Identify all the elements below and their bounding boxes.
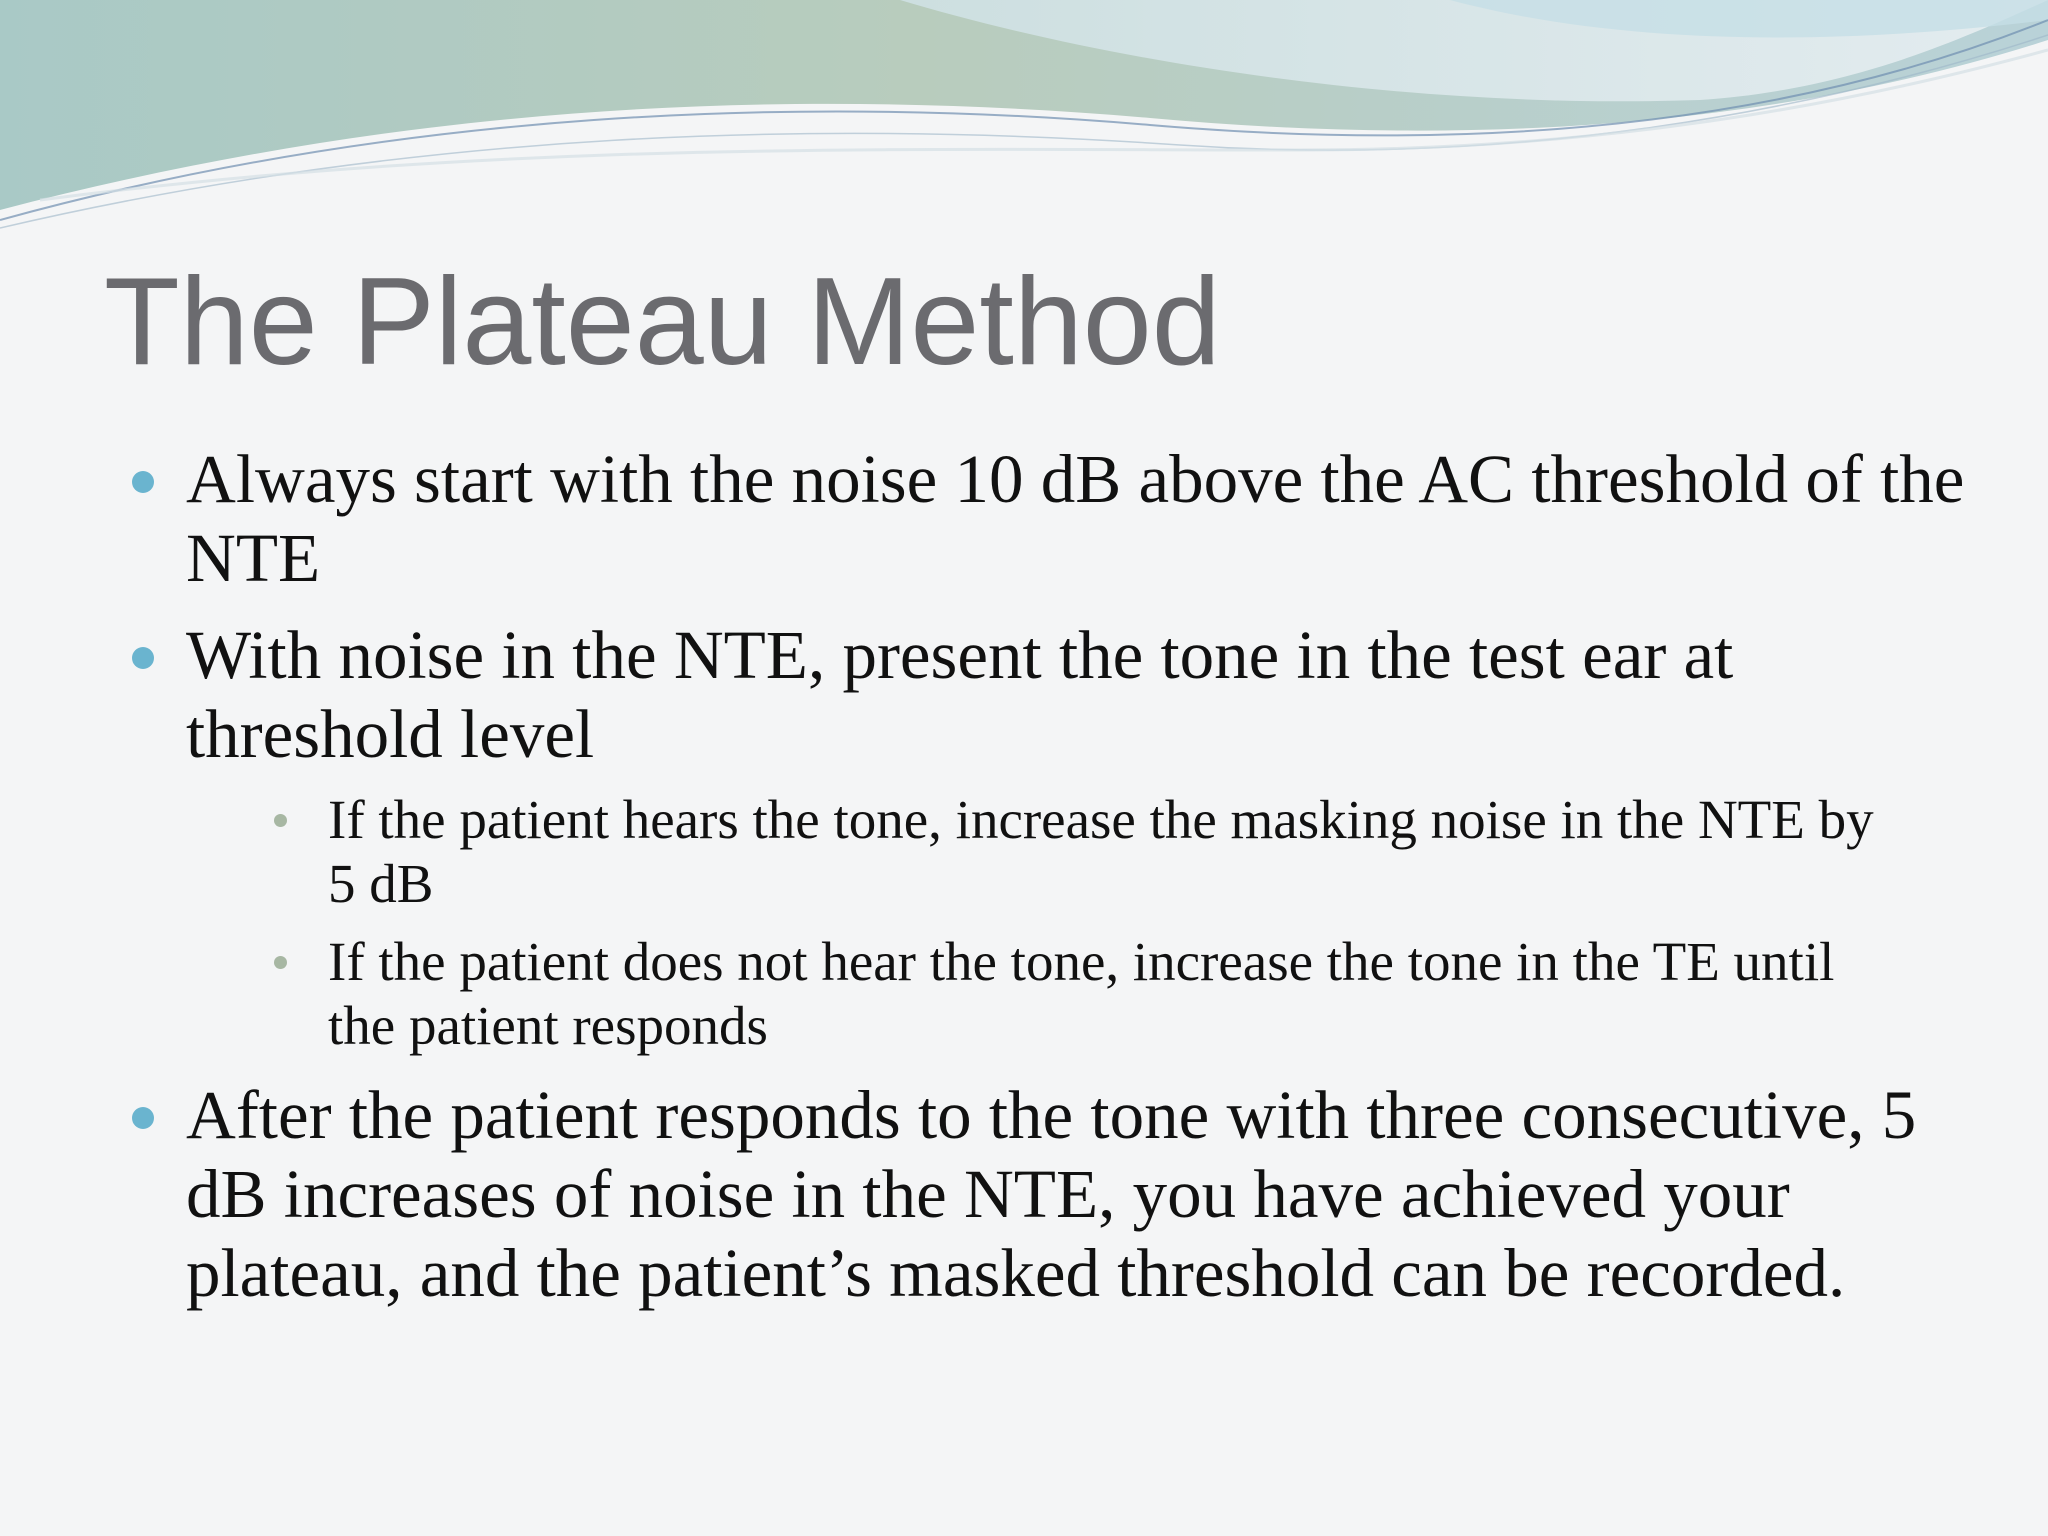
bullet-dot-icon (132, 1107, 154, 1129)
slide-title: The Plateau Method (104, 253, 1221, 391)
sub-bullet-dot-icon (274, 814, 287, 827)
sub-bullet-item (142, 930, 1968, 1058)
bullet-item (0, 440, 2048, 598)
bullet-text: Always start with the noise 10 dB above the AC threshold of the NTE (186, 441, 1965, 596)
sub-bullet-text: If the patient hears the tone, increase the masking noise in the NTE by 5 dB (328, 789, 1874, 914)
bullet-item (0, 616, 2048, 1058)
decorative-wave-header (0, 0, 2048, 240)
sub-bullet-text: If the patient does not hear the tone, increase the tone in the TE until the patient responds (328, 931, 1835, 1056)
sub-bullet-dot-icon (274, 956, 287, 969)
bullet-dot-icon (132, 471, 154, 493)
bullet-dot-icon (132, 647, 154, 669)
bullet-text: With noise in the NTE, present the tone in the test ear at threshold level (186, 617, 1734, 772)
bullet-item (0, 1076, 2048, 1313)
bullet-text: After the patient responds to the tone with three consecutive, 5 dB increases of noise in the NTE, you have achieved your plateau, and the patient’s masked threshold can be recorded. (186, 1077, 1917, 1311)
sub-bullet-list (186, 788, 1968, 1058)
sub-bullet-item (142, 788, 1968, 916)
bullet-list (0, 440, 2048, 1331)
